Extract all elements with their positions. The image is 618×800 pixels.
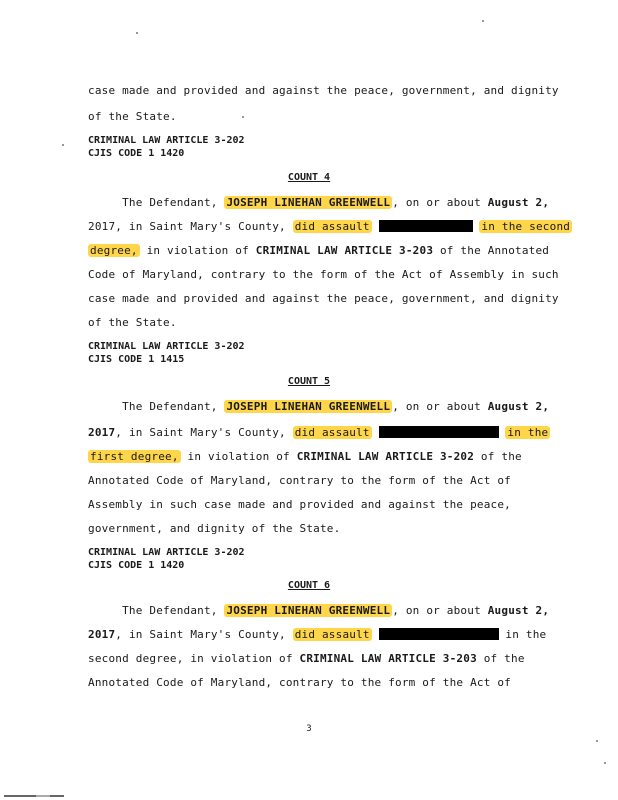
text-line: The Defendant, JOSEPH LINEHAN GREENWELL , on or about August 2, xyxy=(88,604,550,617)
count-heading: COUNT 6 xyxy=(287,580,331,591)
highlight-assault: did assault xyxy=(294,628,370,641)
text-line: Annotated Code of Maryland, contrary to the form of the Act of xyxy=(88,474,511,487)
text-line: The Defendant, JOSEPH LINEHAN GREENWELL , on or about August 2, xyxy=(88,400,550,413)
text-line: degree, in violation of CRIMINAL LAW ARTICLE 3-203 of the Annotated xyxy=(90,244,550,257)
text-line: Code of Maryland, contrary to the form of the Act of Assembly in such xyxy=(88,268,559,281)
scan-speck xyxy=(604,762,606,764)
count-heading: COUNT 5 xyxy=(287,376,331,387)
redaction-box xyxy=(379,426,499,438)
text-line: The Defendant, JOSEPH LINEHAN GREENWELL , on or about August 2, xyxy=(88,196,550,209)
scan-speck xyxy=(136,32,138,34)
highlight-assault: did assault xyxy=(294,220,370,233)
text-line: case made and provided and against the peace, government, and dignity xyxy=(88,292,559,305)
highlight-degree: in the second xyxy=(481,220,571,233)
text-line: of the State. xyxy=(88,110,177,123)
highlight-assault: did assault xyxy=(294,426,370,439)
redaction-box xyxy=(379,628,499,640)
highlight-degree: first degree, xyxy=(90,450,179,463)
redaction-box xyxy=(379,220,473,232)
statute-code-block: CRIMINAL LAW ARTICLE 3-202 CJIS CODE 1 1415 xyxy=(88,341,245,365)
highlight-degree: degree, xyxy=(90,244,138,257)
highlight-degree: in the xyxy=(507,426,549,439)
scan-speck xyxy=(62,144,64,146)
text-line: 2017, in Saint Mary's County, did assault in the xyxy=(88,628,547,641)
defendant-name: JOSEPH LINEHAN GREENWELL xyxy=(226,196,391,209)
text-line: government, and dignity of the State. xyxy=(88,522,341,535)
statute-code-block: CRIMINAL LAW ARTICLE 3-202 CJIS CODE 1 1420 xyxy=(88,135,245,159)
text-line: second degree, in violation of CRIMINAL LAW ARTICLE 3-203 of the xyxy=(88,652,525,665)
text-line: first degree, in violation of CRIMINAL LAW ARTICLE 3-202 of the xyxy=(90,450,522,463)
scan-artifact xyxy=(36,795,50,797)
defendant-name: JOSEPH LINEHAN GREENWELL xyxy=(226,400,391,413)
text-line: case made and provided and against the peace, government, and dignity xyxy=(88,84,559,97)
scan-speck xyxy=(596,740,598,742)
count-heading: COUNT 4 xyxy=(287,172,331,183)
page-number: 3 xyxy=(306,724,312,734)
text-line: Annotated Code of Maryland, contrary to the form of the Act of xyxy=(88,676,511,689)
defendant-name: JOSEPH LINEHAN GREENWELL xyxy=(226,604,391,617)
scan-artifact xyxy=(4,795,64,797)
text-line: of the State. xyxy=(88,316,177,329)
statute-code-block: CRIMINAL LAW ARTICLE 3-202 CJIS CODE 1 1420 xyxy=(88,547,245,571)
scan-speck xyxy=(242,116,244,118)
text-line: Assembly in such case made and provided and against the peace, xyxy=(88,498,511,511)
scan-speck xyxy=(482,20,484,22)
text-line: 2017, in Saint Mary's County, did assault in the second xyxy=(88,220,571,233)
text-line: 2017, in Saint Mary's County, did assault in the xyxy=(88,426,549,439)
